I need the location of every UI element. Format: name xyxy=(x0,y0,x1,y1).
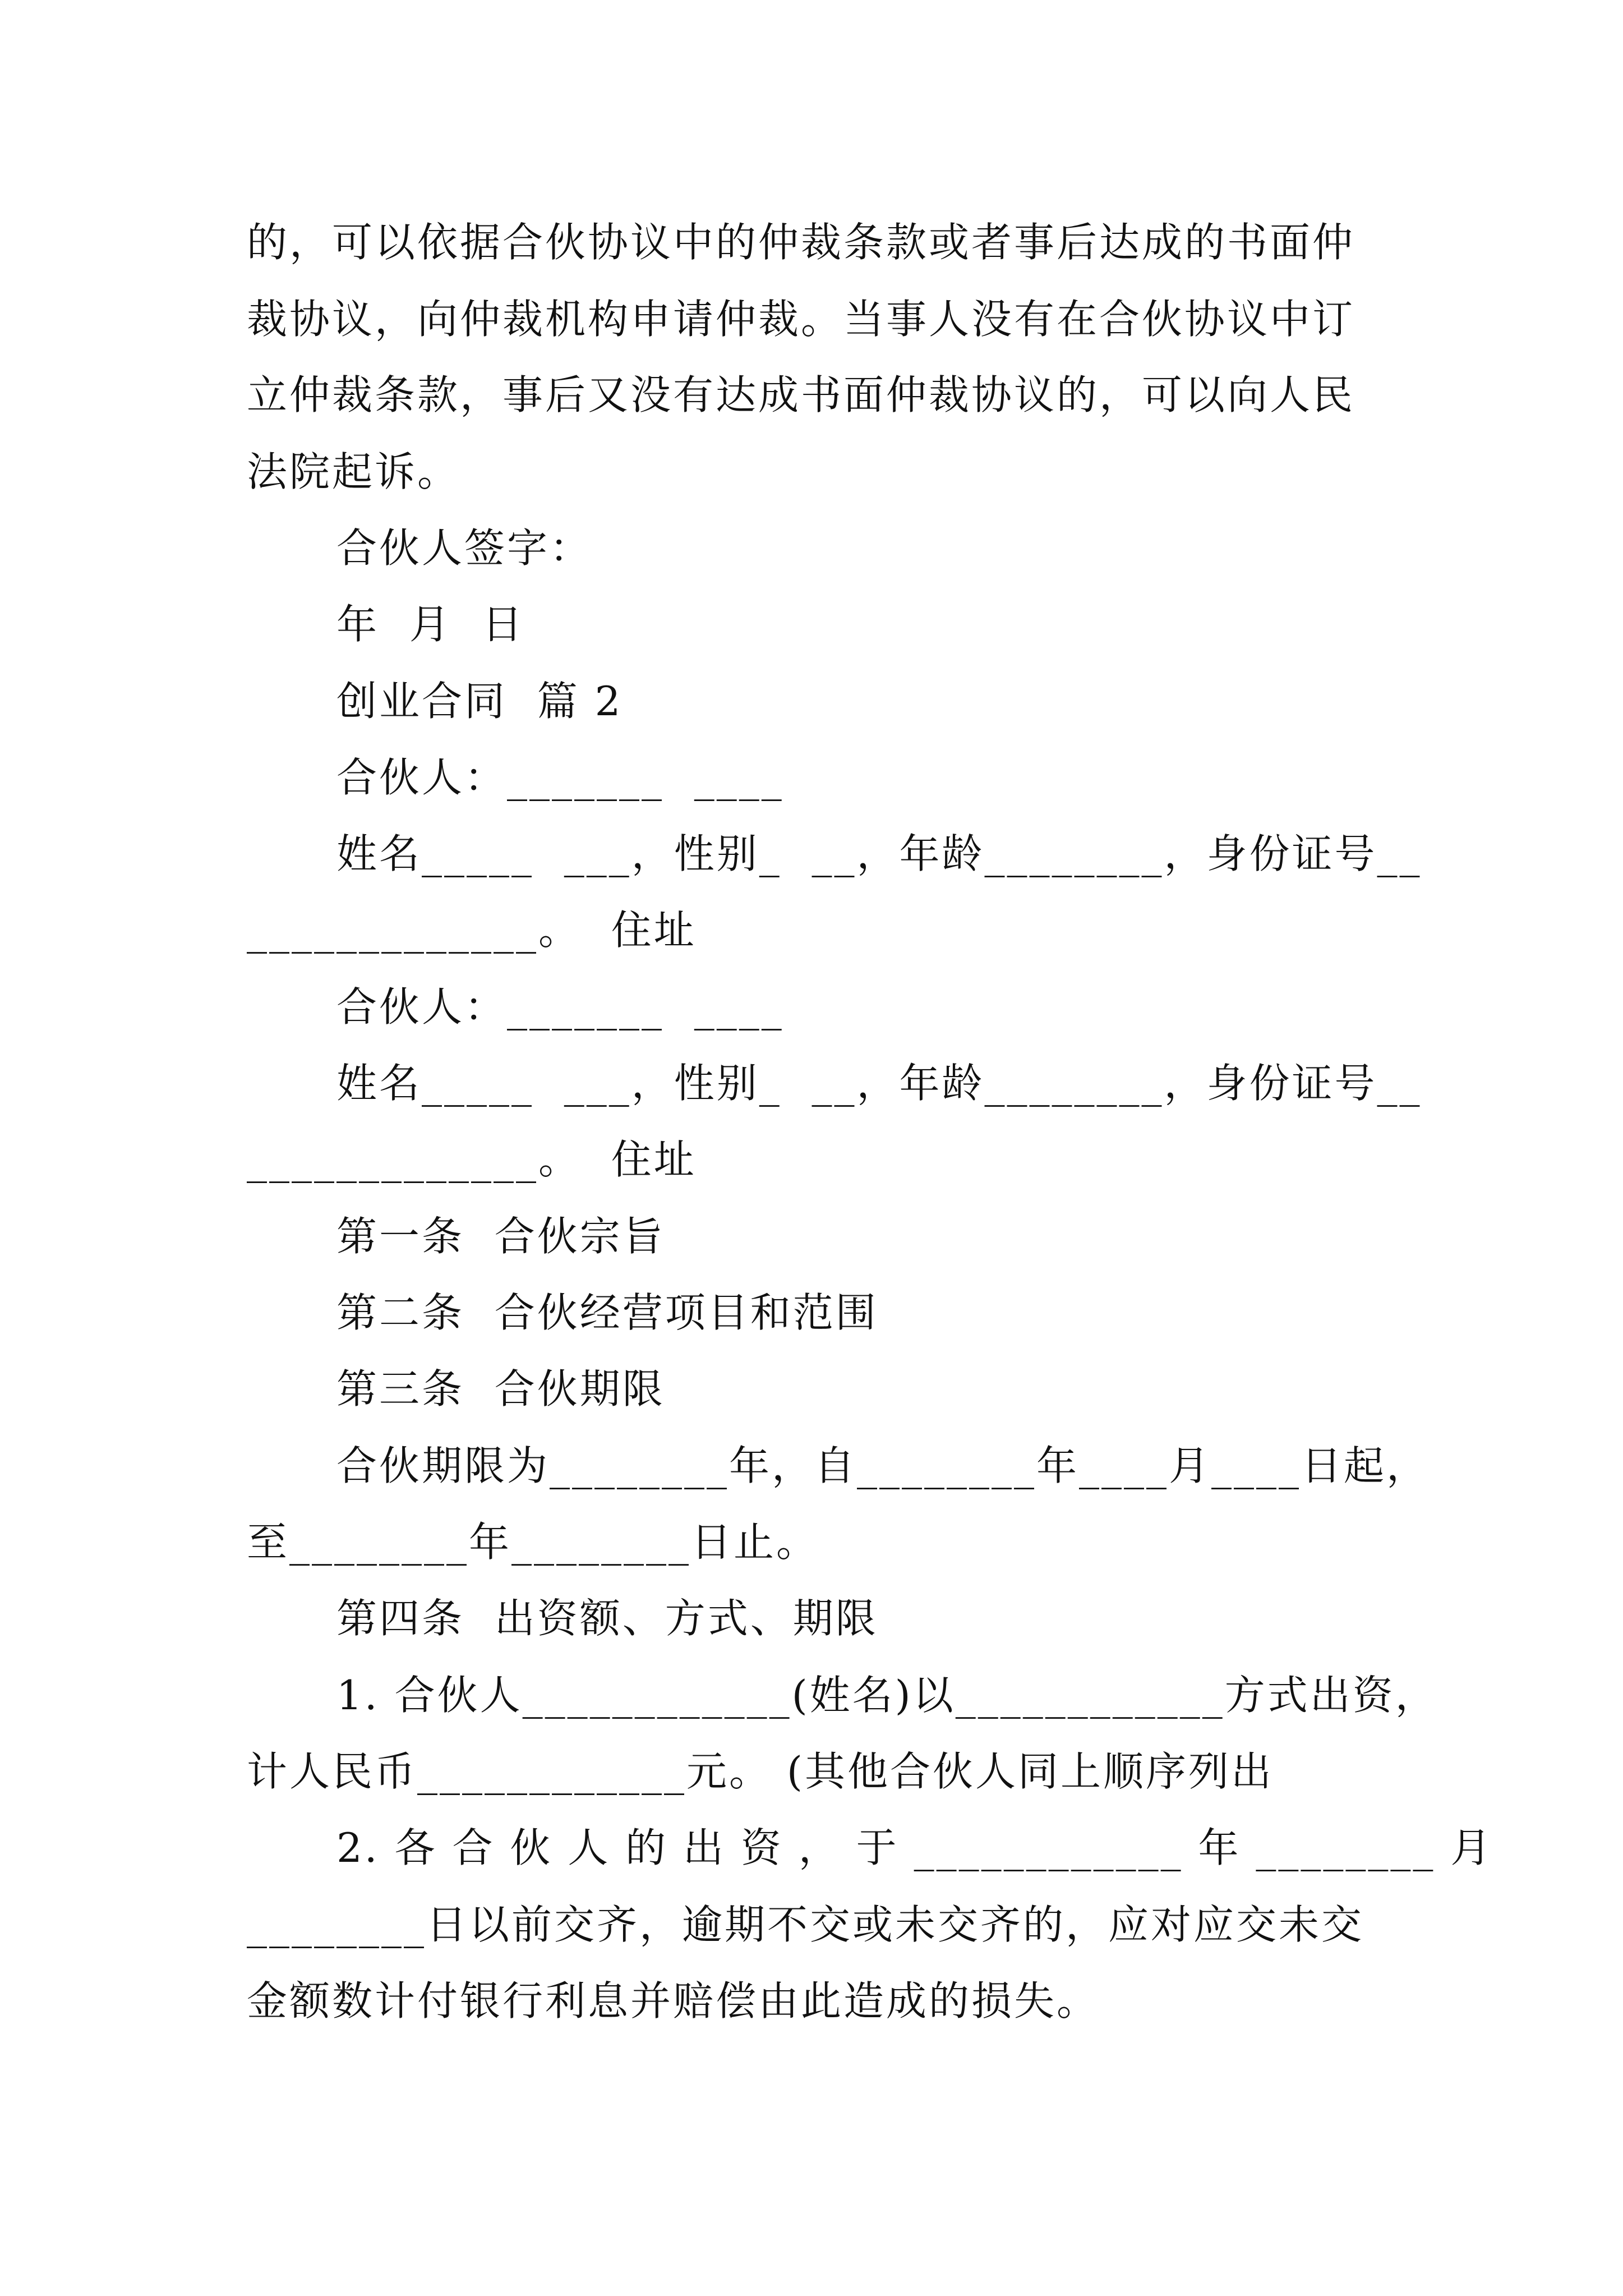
paragraph-line: 2. 各 合 伙 人 的 出 资 ， 于 ____________ 年 ________ 月 xyxy=(336,1824,1493,1871)
paragraph-line: 1. 合伙人____________(姓名)以____________方式出资， xyxy=(336,1672,1438,1719)
partner-line: 合伙人：_______ ____ xyxy=(336,983,784,1030)
paragraph-line: 金额数计付银行利息并赔偿由此造成的损失。 xyxy=(247,1977,1100,2024)
paragraph-line: 立仲裁条款，事后又没有达成书面仲裁协议的，可以向人民 xyxy=(247,371,1355,418)
paragraph-line: ________日以前交齐，逾期不交或未交齐的，应对应交未交 xyxy=(247,1901,1364,1948)
address-line: _____________。 住址 xyxy=(247,907,697,954)
paragraph-line: 裁协议，向仲裁机构申请仲裁。当事人没有在合伙协议中订 xyxy=(247,296,1355,343)
partner-info-line: 姓名_____ ___，性别_ __，年龄________，身份证号__ xyxy=(336,1060,1422,1107)
article-heading: 第二条 合伙经营项目和范围 xyxy=(336,1289,878,1336)
paragraph-line: 的，可以依据合伙协议中的仲裁条款或者事后达成的书面仲 xyxy=(247,219,1355,266)
paragraph-line: 法院起诉。 xyxy=(247,448,460,495)
paragraph-line: 至________年________日止。 xyxy=(247,1519,819,1566)
partner-info-line: 姓名_____ ___，性别_ __，年龄________，身份证号__ xyxy=(336,830,1422,877)
paragraph-line: 合伙期限为________年，自________年____月____日起， xyxy=(336,1442,1430,1489)
signature-label: 合伙人签字： xyxy=(336,524,593,572)
article-heading: 第一条 合伙宗旨 xyxy=(336,1213,665,1260)
article-heading: 第四条 出资额、方式、期限 xyxy=(336,1595,878,1642)
paragraph-line: 计人民币____________元。 (其他合伙人同上顺序列出 xyxy=(247,1748,1274,1795)
date-line: 年 月 日 xyxy=(336,601,525,648)
partner-line: 合伙人：_______ ____ xyxy=(336,754,784,801)
article-heading: 第三条 合伙期限 xyxy=(336,1365,665,1412)
section-heading: 创业合同 篇 2 xyxy=(336,678,623,725)
address-line: _____________。 住址 xyxy=(247,1136,697,1183)
